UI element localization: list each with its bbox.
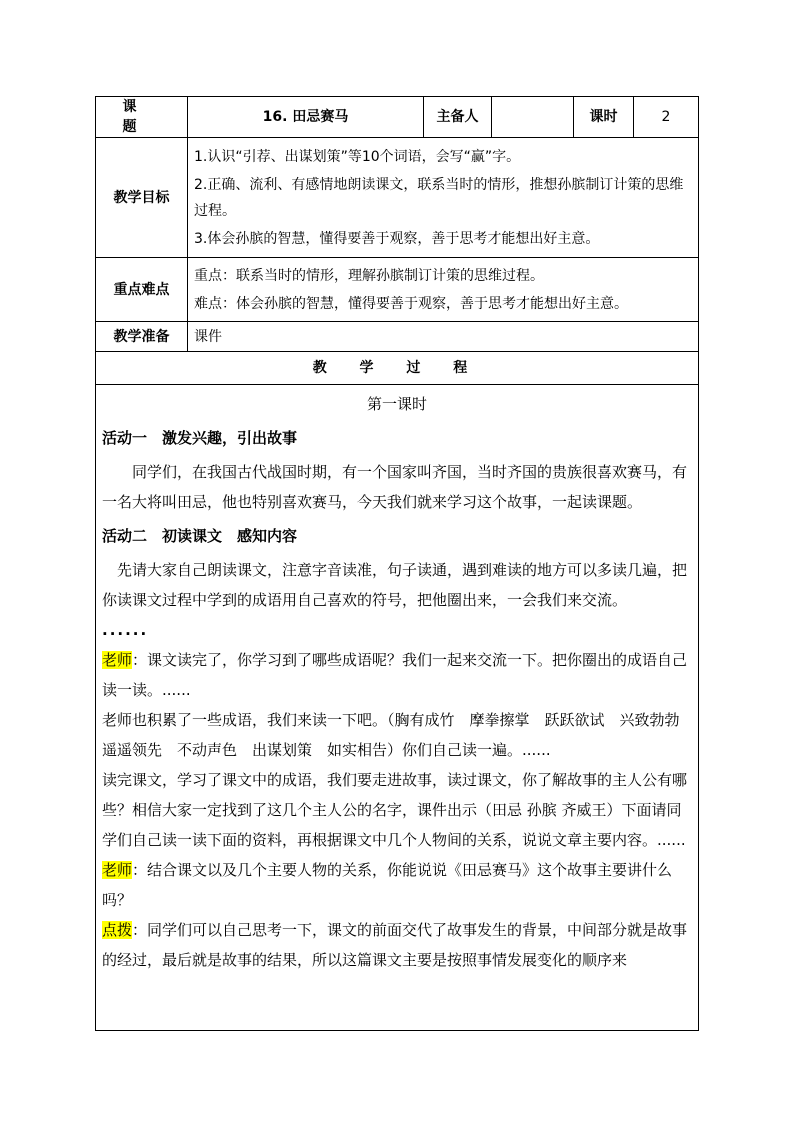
- hint-paragraph: [102, 915, 692, 975]
- teacher-text: ：结合课文以及几个主要人物的关系，你能说说《田忌赛马》这个故事主要讲什么吗？: [102, 861, 673, 909]
- key-point-item: 难点：体会孙膑的智慧，懂得要善于观察，善于思考才能想出好主意。: [194, 295, 628, 312]
- topic-label: 课 题: [96, 97, 188, 138]
- activity1-text: 同学们，在我国古代战国时期，有一个国家叫齐国，当时齐国的贵族很喜欢赛马，有一名大将叫田忌，他也特别喜欢赛马，今天我们就来学习这个故事，一起读课题。: [102, 463, 688, 511]
- prep-value: 课件: [188, 322, 699, 352]
- process-body: [96, 385, 699, 1031]
- preparer-value: [492, 97, 574, 138]
- key-points-label: 重点难点: [96, 258, 188, 322]
- teacher-label: 老师: [102, 651, 133, 669]
- preparer-label: 主备人: [424, 97, 492, 138]
- teacher-text: ：课文读完了，你学习到了哪些成语呢？我们一起来交流一下。把你圈出的成语自己读一读。......: [102, 651, 688, 699]
- hint-text: ：同学们可以自己思考一下，课文的前面交代了故事发生的背景，中间部分就是故事的经过，最后就是故事的结果，所以这篇课文主要是按照事情发展变化的顺序来: [102, 921, 688, 969]
- key-points-row: [96, 258, 699, 322]
- activity2-text: 先请大家自己朗读课文，注意字音读准，句子读通，遇到难读的地方可以多读几遍，把你读课文过程中学到的成语用自己喜欢的符号，把他圈出来，一会我们来交流。: [102, 561, 688, 609]
- teacher-paragraph-2: [102, 855, 692, 915]
- goal-item: 2.正确、流利、有感情地朗读课文，联系当时的情形，推想孙膑制订计策的思维过程。: [194, 176, 684, 219]
- prep-row: [96, 322, 699, 352]
- lesson-heading: 第一课时: [366, 395, 427, 413]
- goals-row: [96, 138, 699, 258]
- topic-value: 16. 田忌赛马: [188, 97, 424, 138]
- hours-label: 课时: [574, 97, 634, 138]
- teacher-paragraph-1: [102, 645, 692, 705]
- process-title-row: [96, 352, 699, 385]
- characters-paragraph: 读完课文，学习了课文中的成语，我们要走进故事，读过课文，你了解故事的主人公有哪些？相信大家一定找到了这几个主人公的名字，课件出示（田忌 孙膑 齐威王）下面请同学们自己读一读下面的资料，再根据课文中几个人物间的关系，说说文章主要内容。......: [102, 771, 688, 849]
- goal-item: 3.体会孙膑的智慧，懂得要善于观察，善于思考才能想出好主意。: [194, 230, 600, 247]
- key-point-item: 重点：联系当时的情形，理解孙膑制订计策的思维过程。: [194, 267, 544, 284]
- ellipsis: ......: [102, 621, 149, 639]
- goals-label: 教学目标: [96, 138, 188, 258]
- header-row: [96, 97, 699, 138]
- process-title: 教 学 过 程: [96, 352, 699, 385]
- goal-item: 1.认识“引荐、出谋划策”等10个词语，会写“赢”字。: [194, 148, 521, 165]
- activity1-title: 活动一 激发兴趣，引出故事: [102, 429, 298, 447]
- activity2-title: 活动二 初读课文 感知内容: [102, 527, 298, 545]
- teacher-label: 老师: [102, 861, 133, 879]
- goals-content: [188, 138, 699, 258]
- lesson-plan-table: [95, 96, 699, 1031]
- hint-label: 点拨: [102, 921, 133, 939]
- key-points-content: [188, 258, 699, 322]
- process-body-row: [96, 385, 699, 1031]
- idioms-paragraph: 老师也积累了一些成语，我们来读一下吧。（胸有成竹 摩拳擦掌 跃跃欲试 兴致勃勃 遥遥领先 不动声色 出谋划策 如实相告）你们自己读一遍。......: [102, 711, 695, 759]
- hours-value: 2: [634, 97, 699, 138]
- prep-label: 教学准备: [96, 322, 188, 352]
